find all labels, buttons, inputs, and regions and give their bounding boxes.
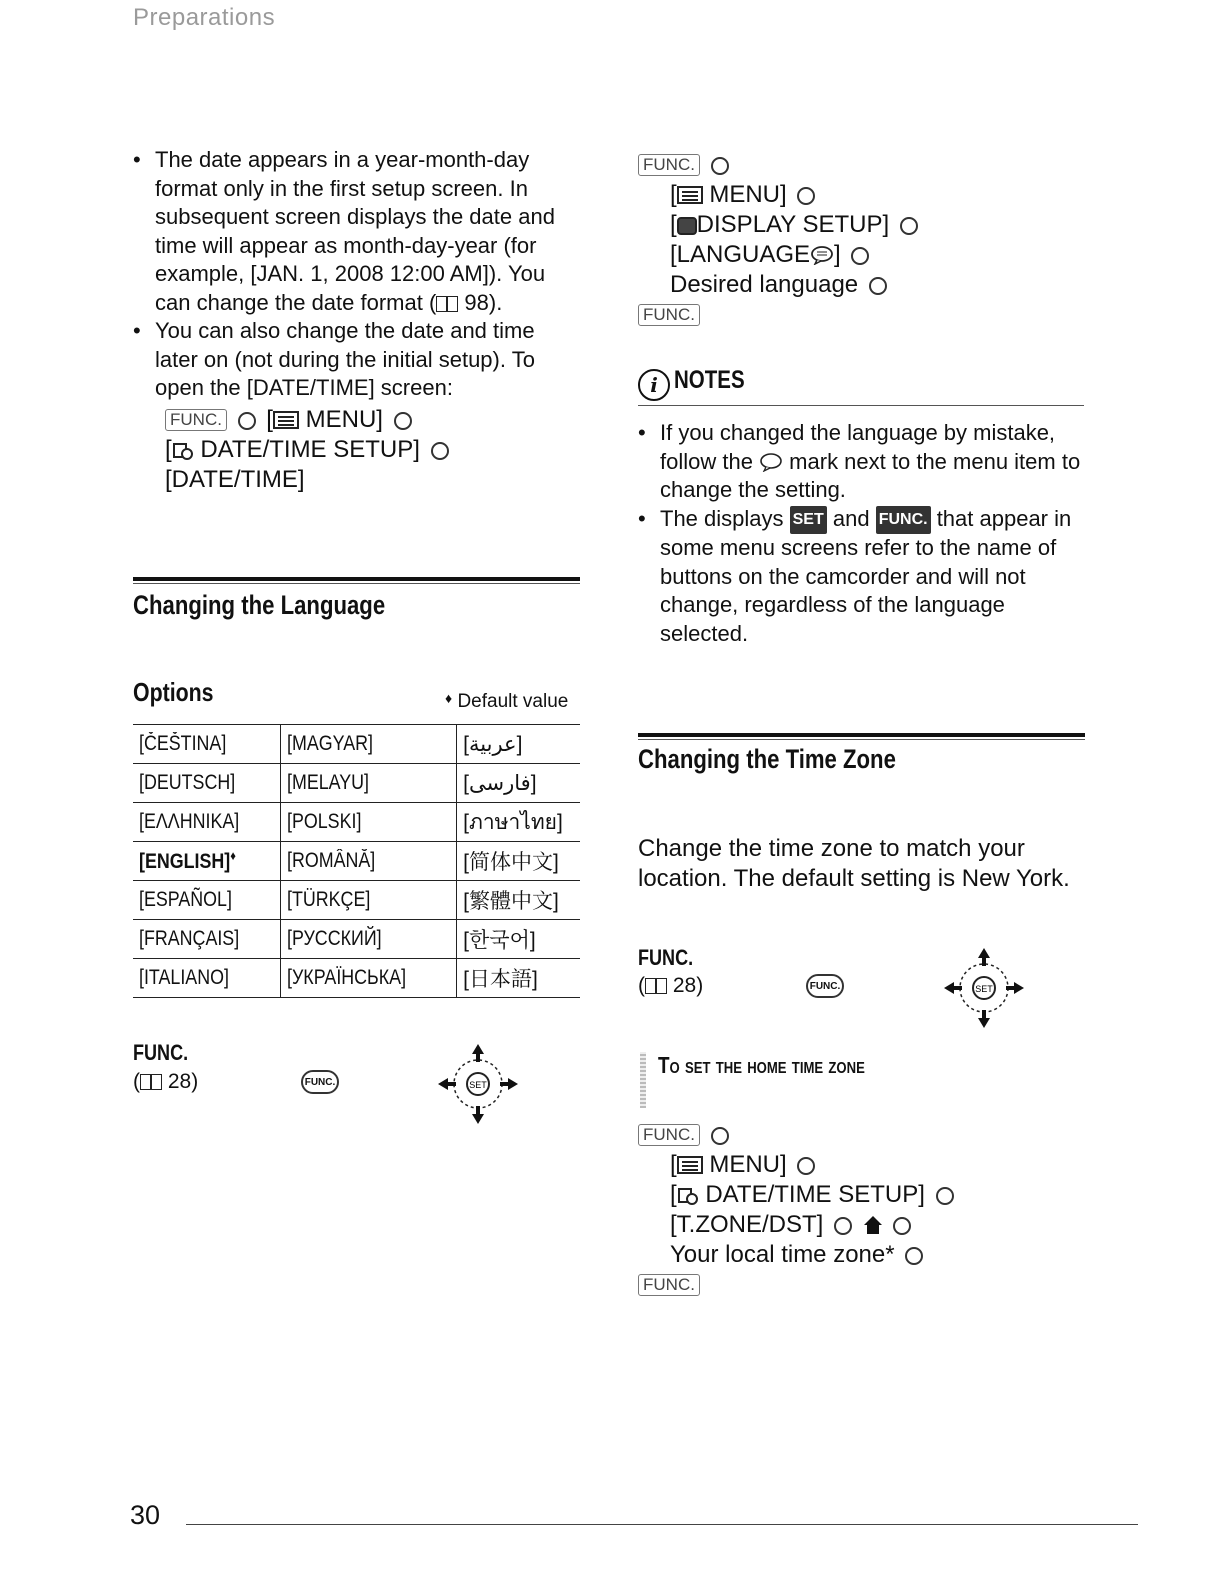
subsection-marker <box>640 1052 646 1108</box>
circle-set-icon <box>869 277 887 295</box>
book-icon <box>140 1074 162 1090</box>
func-button-icon: FUNC. <box>806 974 844 998</box>
func-button-ref: FUNC. <box>638 304 700 326</box>
circle-set-icon <box>711 1127 729 1145</box>
default-marker-icon: ♦ <box>230 848 236 863</box>
section-rule <box>133 577 580 584</box>
section-title-language: Changing the Language <box>133 590 386 620</box>
circle-set-icon <box>797 187 815 205</box>
joystick-icon <box>942 946 1026 1030</box>
circle-set-icon <box>431 442 449 460</box>
func-button-ref: FUNC. <box>638 154 700 176</box>
table-row: [ΕΛΛΗΝΙΚΑ] [POLSKI] [ภาษาไทย] <box>133 803 580 842</box>
circle-set-icon <box>797 1157 815 1175</box>
menu-icon <box>677 186 703 204</box>
book-icon <box>436 296 458 312</box>
menu-icon <box>677 1156 703 1174</box>
table-row: [ITALIANO] [УКРАЇНСЬКА] [日本語] <box>133 959 580 998</box>
datetime-setup-icon <box>172 442 194 460</box>
circle-set-icon <box>893 1217 911 1235</box>
func-label-left: FUNC. <box>133 1040 189 1065</box>
language-mark-icon <box>759 452 783 472</box>
datetime-setup-icon <box>677 1187 699 1205</box>
home-icon <box>863 1215 883 1235</box>
svg-text:SET: SET <box>469 1080 487 1090</box>
circle-set-icon <box>905 1247 923 1265</box>
func-label-right: FUNC. <box>638 945 694 970</box>
notes-list <box>638 419 1084 648</box>
circle-set-icon <box>851 247 869 265</box>
func-button-ref: FUNC. <box>165 409 227 431</box>
section-rule <box>638 733 1085 740</box>
table-row: [DEUTSCH] [MELAYU] [فارسی] <box>133 764 580 803</box>
left-intro <box>133 146 583 495</box>
note-item: • The displays SET and FUNC. that appear in some menu screens refer to the name of buttons on the camcorder and will not change, regardless of the language selected. <box>638 505 1084 649</box>
default-marker-icon: ♦ <box>445 690 453 706</box>
language-mark-icon <box>810 245 834 265</box>
note-item: • If you changed the language by mistake, follow the mark next to the menu item to change the setting. <box>638 419 1084 505</box>
bullet-date-format: • The date appears in a year-month-day format only in the first setup screen. In subsequent screen displays the date and time will appear as month-day-year (for example, [JAN. 1, 2008 12:00 AM]). You can change the date format ( 98). <box>133 146 583 317</box>
svg-text:SET: SET <box>975 984 993 994</box>
circle-set-icon <box>711 157 729 175</box>
display-setup-icon <box>677 217 697 235</box>
func-page-ref-left: ( 28) <box>133 1070 199 1093</box>
footer-rule <box>186 1524 1138 1525</box>
timezone-steps: FUNC. [ MENU] [ DATE/TIME SETUP] [T.ZONE/DST] Your local time zone* FUNC. <box>638 1120 958 1300</box>
circle-set-icon <box>900 217 918 235</box>
table-row: [ESPAÑOL] [TÜRKÇE] [繁體中文] <box>133 881 580 920</box>
bullet-change-datetime: • You can also change the date and time later on (not during the initial setup). To open the [DATE/TIME] screen: <box>133 317 583 403</box>
circle-set-icon <box>834 1217 852 1235</box>
language-steps: FUNC. [ MENU] [ DISPLAY SETUP] [LANGUAGE ] Desired language FUNC. <box>638 150 922 330</box>
notes-header: i NOTES <box>638 366 1084 406</box>
language-options-table <box>133 724 580 998</box>
func-button-ref: FUNC. <box>638 1124 700 1146</box>
subsection-title: To set the home time zone <box>658 1052 865 1078</box>
table-row: [ENGLISH]♦ [ROMÂNĂ] [简体中文] <box>133 842 580 881</box>
timezone-intro: Change the time zone to match your location. The default setting is New York. <box>638 835 1070 892</box>
circle-set-icon <box>238 412 256 430</box>
page-number: 30 <box>130 1500 161 1530</box>
func-page-ref-right: ( 28) <box>638 974 704 997</box>
book-icon <box>645 978 667 994</box>
func-button-icon: FUNC. <box>301 1070 339 1094</box>
joystick-icon <box>436 1042 520 1126</box>
datetime-item: [DATE/TIME] <box>165 465 305 493</box>
default-value-legend: ♦ Default value <box>445 690 569 712</box>
table-row: [FRANÇAIS] [РУССКИЙ] [한국어] <box>133 920 580 959</box>
section-title-timezone: Changing the Time Zone <box>638 744 896 774</box>
menu-icon <box>273 411 299 429</box>
set-badge: SET <box>790 506 827 535</box>
circle-set-icon <box>936 1187 954 1205</box>
func-badge: FUNC. <box>876 506 931 535</box>
running-header: Preparations <box>133 4 276 31</box>
func-button-ref: FUNC. <box>638 1274 700 1296</box>
circle-set-icon <box>394 412 412 430</box>
options-label: Options <box>133 677 214 707</box>
table-row: [ČEŠTINA] [MAGYAR] [عربية] <box>133 725 580 764</box>
datetime-steps: FUNC. [ MENU] [ DATE/TIME SETUP] [DATE/TIME] <box>133 405 583 495</box>
info-icon: i <box>638 369 670 401</box>
